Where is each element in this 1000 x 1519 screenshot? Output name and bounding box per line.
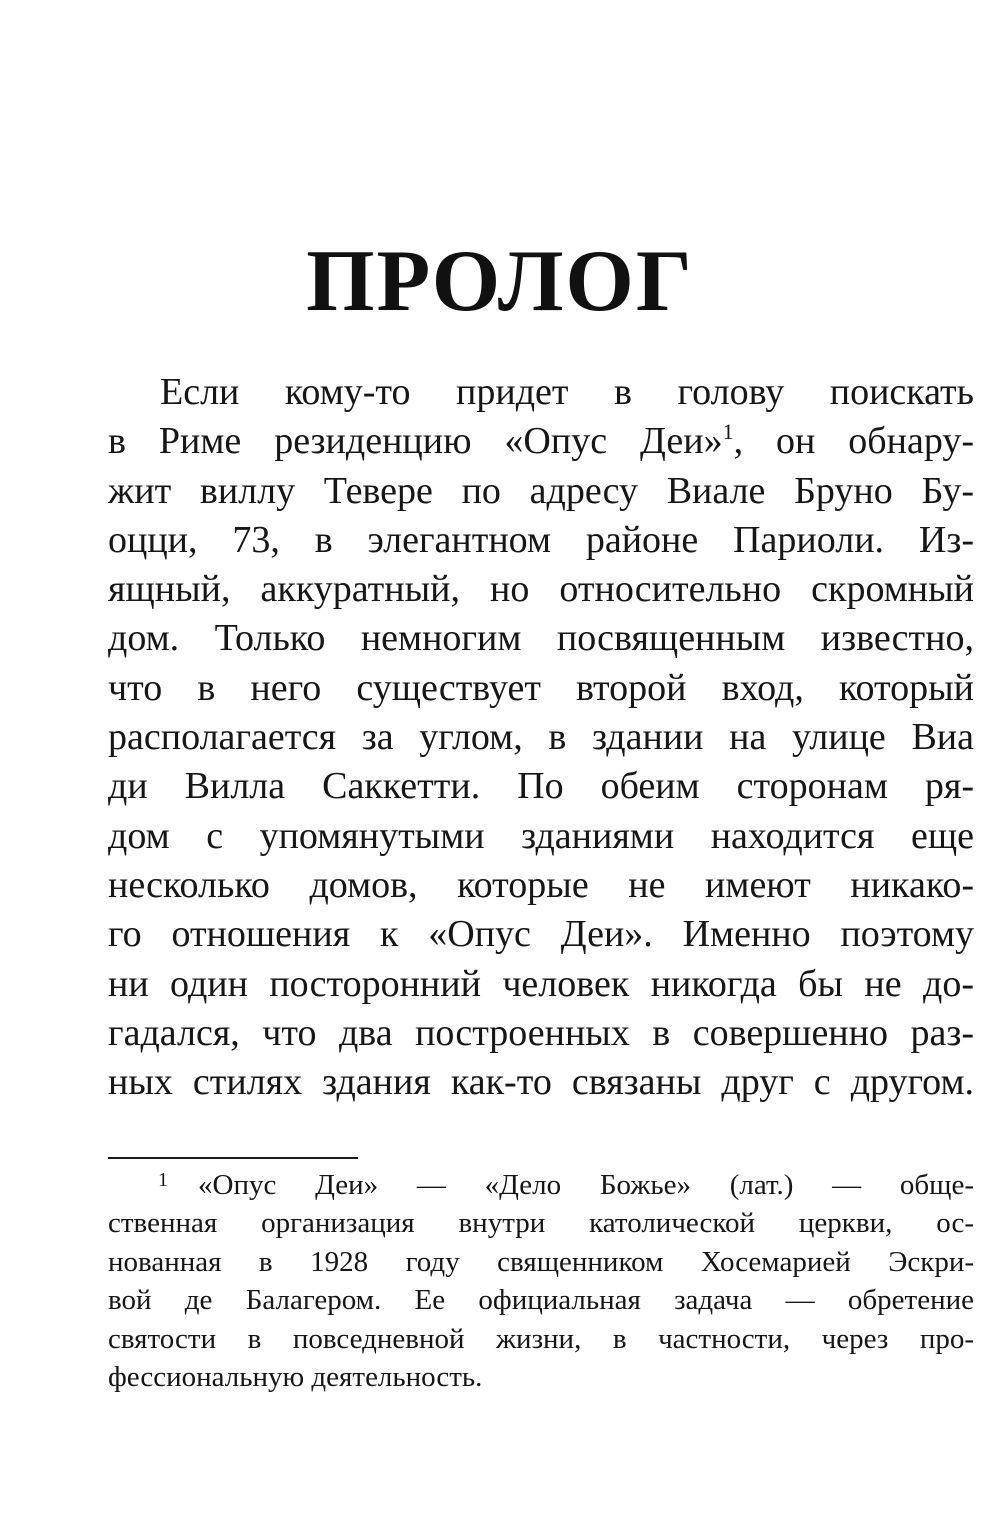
footnote-divider xyxy=(108,1157,358,1159)
paragraph-line-text: , он обнару- xyxy=(733,420,974,463)
footnote xyxy=(108,1166,974,1396)
paragraph-line: дом. Только немногим посвященным известно, xyxy=(108,617,974,660)
footnote-line: фессиональную деятельность. xyxy=(108,1360,483,1393)
paragraph-line: несколько домов, которые не имеют никако- xyxy=(108,863,974,906)
chapter-title: ПРОЛОГ xyxy=(306,233,694,330)
paragraph-line: ных стилях здания как-то связаны друг с другом. xyxy=(108,1061,974,1104)
paragraph-line: ди Вилла Саккетти. По обеим сторонам ря- xyxy=(108,765,974,808)
paragraph-line: го отношения к «Опус Деи». Именно поэтому xyxy=(108,913,974,956)
footnote-line: вой де Балагером. Ее официальная задача — обретение xyxy=(108,1284,974,1317)
paragraph-line: ни один посторонний человек никогда бы не до- xyxy=(108,962,974,1005)
paragraph-line xyxy=(108,417,974,466)
paragraph-line: ящный, аккуратный, но относительно скромный xyxy=(108,568,974,611)
paragraph-line: Если кому-то придет в голову поискать xyxy=(160,371,974,413)
paragraph-line-text: в Риме резиденцию «Опус Деи» xyxy=(108,420,723,463)
paragraph-line: гадался, что два построенных в совершенно раз- xyxy=(108,1011,974,1054)
footnote-line: ственная организация внутри католической церкви, ос- xyxy=(108,1207,974,1240)
paragraph-line: дом с упомянутыми зданиями находится еще xyxy=(108,814,974,857)
footnote-line: святости в повседневной жизни, в частности, через про- xyxy=(108,1322,974,1355)
footnote-line-text: «Опус Деи» — «Дело Божье» (лат.) — обще- xyxy=(198,1169,974,1201)
paragraph-line: оцци, 73, в элегантном районе Париоли. Из- xyxy=(108,518,974,561)
paragraph-line: жит виллу Тевере по адресу Виале Бруно Бу- xyxy=(108,469,974,512)
paragraph-line: располагается за углом, в здании на улице Виа xyxy=(108,716,974,759)
footnote-reference[interactable]: 1 xyxy=(722,419,734,445)
footnote-line: 1 «Опус Деи» — «Дело Божье» (лат.) — обще- xyxy=(158,1169,974,1201)
paragraph-line: что в него существует второй вход, который xyxy=(108,666,974,709)
body-paragraph xyxy=(108,368,974,1107)
footnote-line: нованная в 1928 году священником Хосемарией Эскри- xyxy=(108,1245,974,1278)
